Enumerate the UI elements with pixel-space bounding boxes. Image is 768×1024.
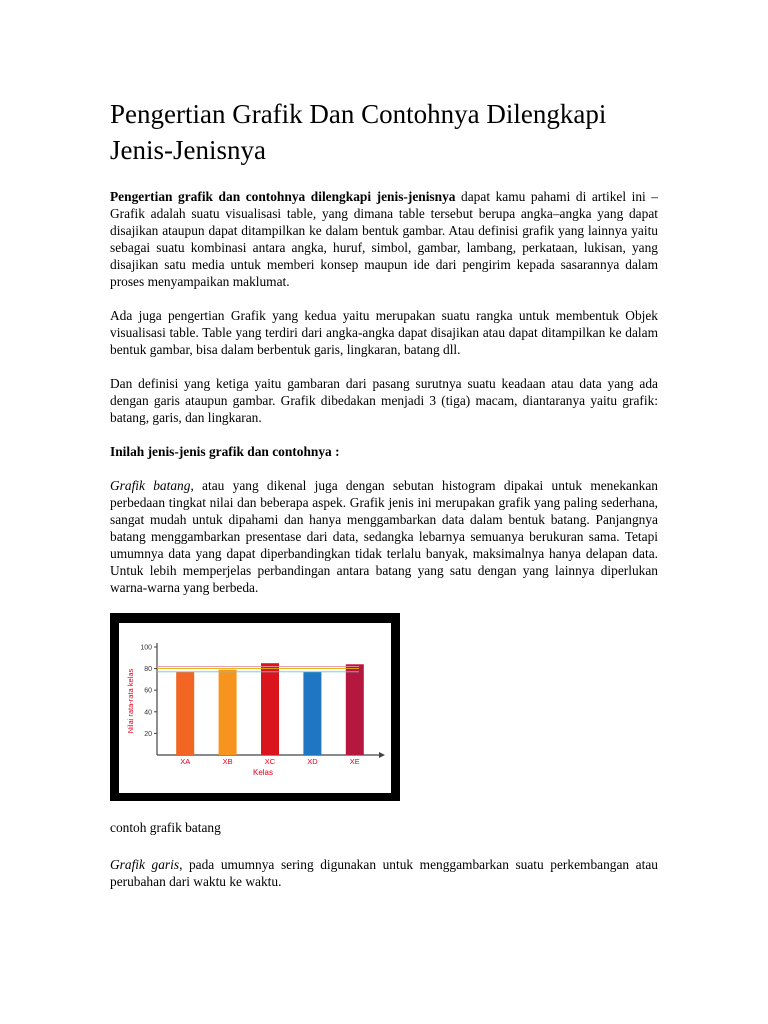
- line-chart-paragraph: [110, 856, 658, 890]
- bar-chart-paragraph: [110, 477, 658, 596]
- bar-chart-svg: [119, 623, 391, 793]
- y-tick-label: 40: [144, 709, 152, 717]
- line-chart-text: , pada umumnya sering digunakan untuk menggambarkan suatu perkembangan atau perubahan dari waktu ke waktu.: [110, 857, 658, 889]
- bar-chart-term: Grafik batang: [110, 478, 191, 493]
- x-axis-label: Kelas: [252, 768, 274, 777]
- y-axis-label: Nilai rata-rata kelas: [126, 668, 135, 734]
- bar-chart-text: , atau yang dikenal juga dengan sebutan histogram dipakai untuk menekankan perbedaan tingkat nilai dan beberapa aspek. Grafik jenis ini merupakan grafik yang paling sederhana, sangat mudah untuk dipahami dan hanya menggambarkan data dalam bentuk batang. Panjangnya batang menggambarkan presentase dari data, sedangka lebarnya semuanya berukuran sama. Tetapi umumnya data yang dapat diperbandingkan tidak terlalu banyak, maksimalnya hanya delapan data. Untuk lebih memperjelas perbandingan antara batang yang satu dengan yang lainnya diperlukan warna-warna yang berbeda.: [110, 478, 658, 595]
- x-axis-arrow: [379, 752, 385, 758]
- third-definition-paragraph: Dan definisi yang ketiga yaitu gambaran dari pasang surutnya suatu keadaan atau data yang ada dengan garis ataupun gambar. Grafik dibedakan menjadi 3 (tiga) macam, diantaranya yaitu grafik: batang, garis, dan lingkaran.: [110, 376, 658, 425]
- intro-bold-lead: Pengertian grafik dan contohnya dilengkapi jenis-jenisnya: [110, 189, 456, 204]
- y-tick-label: 60: [144, 687, 152, 695]
- page-title: Pengertian Grafik Dan Contohnya Dilengkapi Jenis-Jenisnya: [110, 99, 607, 165]
- bar-xc: [261, 663, 279, 755]
- bar-chart-canvas: [119, 623, 391, 793]
- second-definition-paragraph: Ada juga pengertian Grafik yang kedua yaitu merupakan suatu rangka untuk membentuk Objek visualisasi table. Table yang terdiri dari angka-angka dapat disajikan atau dapat ditampilkan ke dalam bentuk gambar, bisa dalam berbentuk garis, lingkaran, batang dll.: [110, 308, 658, 357]
- intro-paragraph: [110, 188, 658, 290]
- x-tick-label: XB: [222, 757, 233, 766]
- section-heading-text: Inilah jenis-jenis grafik dan contohnya :: [110, 444, 340, 459]
- y-tick-label: 80: [144, 666, 152, 674]
- x-tick-label: XE: [349, 757, 360, 766]
- line-chart-term: Grafik garis: [110, 857, 180, 872]
- bar-xe: [346, 664, 364, 755]
- bar-xb: [219, 670, 237, 755]
- section-heading: [110, 443, 658, 460]
- y-tick-label: 100: [140, 644, 152, 652]
- document-page: [110, 96, 658, 907]
- y-tick-label: 20: [144, 730, 152, 738]
- bar-xa: [176, 672, 194, 755]
- x-tick-label: XC: [264, 757, 276, 766]
- x-tick-label: XA: [180, 757, 191, 766]
- bar-chart-figure: [110, 613, 400, 801]
- intro-text: dapat kamu pahami di artikel ini – Grafik adalah suatu visualisasi table, yang dimana table tersebut berupa angka–angka yang dapat disajikan ataupun dapat ditampilkan ke dalam bentuk gambar. Atau definisi grafik yang lainnya yaitu sebagai suatu kombinasi antara angka, huruf, simbol, gambar, lambang, perkataan, lukisan, yang disajikan satu media untuk memberi konsep maupun ide dari pengirim kepada sasarannya dalam proses menyampaikan maklumat.: [110, 189, 658, 289]
- bar-xd: [303, 672, 321, 755]
- figure-caption: contoh grafik batang: [110, 820, 221, 835]
- x-tick-label: XD: [307, 757, 318, 766]
